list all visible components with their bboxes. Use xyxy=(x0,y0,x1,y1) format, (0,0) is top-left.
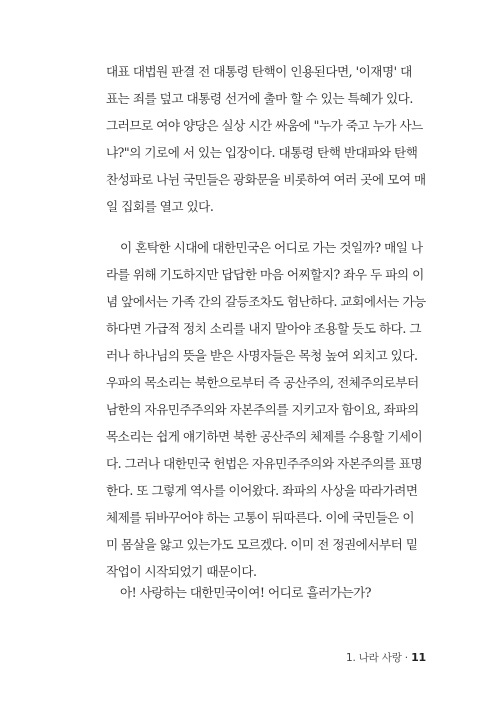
text-line: 체제를 뒤바꾸어야 하는 고통이 뒤따른다. 이에 국민들은 이 xyxy=(106,510,414,525)
text-line: 냐?"의 기로에 서 있는 입장이다. 대통령 탄핵 반대파와 탄핵 xyxy=(106,145,418,160)
paragraph-2 xyxy=(106,234,426,585)
text-line: 목소리는 쉽게 얘기하면 북한 공산주의 체제를 수용할 기세이 xyxy=(106,429,423,444)
text-line: 다. 그러나 대한민국 헌법은 자유민주주의와 자본주의를 표명 xyxy=(106,456,423,471)
text-line: 우파의 목소리는 북한으로부터 즉 공산주의, 전체주의로부터 xyxy=(106,375,419,390)
text-line: 이 혼탁한 시대에 대한민국은 어디로 가는 것일까? 매일 나 xyxy=(120,240,423,255)
text-line: 그러므로 여야 양당은 실상 시간 싸움에 "누가 죽고 누가 사느 xyxy=(106,118,423,133)
text-line: 일 집회를 열고 있다. xyxy=(106,199,214,214)
folio-separator: · xyxy=(404,652,408,664)
text-line: 념 앞에서는 가족 간의 갈등조차도 험난하다. 교회에서는 가능 xyxy=(106,294,426,309)
text-line: 찬성파로 나뉜 국민들은 광화문을 비롯하여 여러 곳에 모여 매 xyxy=(106,172,426,187)
page-footer xyxy=(346,650,426,665)
text-line: 표는 죄를 덮고 대통령 선거에 출마 할 수 있는 특혜가 있다. xyxy=(106,91,413,106)
paragraph-1 xyxy=(106,58,426,220)
text-line: 한다. 또 그렇게 역사를 이어왔다. 좌파의 사상을 따라가려면 xyxy=(106,483,418,498)
page-number: 11 xyxy=(411,651,426,664)
text-line: 작업이 시작되었기 때문이다. xyxy=(106,564,257,579)
text-line: 아! 사랑하는 대한민국이여! 어디로 흘러가는가? xyxy=(120,585,372,600)
text-line: 남한의 자유민주주의와 자본주의를 지키고자 함이요, 좌파의 xyxy=(106,402,419,417)
section-title: 1. 나라 사랑 xyxy=(345,652,402,664)
paragraph-3 xyxy=(106,579,426,606)
text-line: 러나 하나님의 뜻을 받은 사명자들은 목청 높여 외치고 있다. xyxy=(106,348,418,363)
text-line: 하다면 가급적 정치 소리를 내지 말아야 조용할 듯도 하다. 그 xyxy=(106,321,422,336)
text-line: 미 몸살을 앓고 있는가도 모르겠다. 이미 전 정권에서부터 밑 xyxy=(106,537,418,552)
text-line: 라를 위해 기도하지만 답답한 마음 어찌할지? 좌우 두 파의 이 xyxy=(106,267,424,282)
text-line: 대표 대법원 판결 전 대통령 탄핵이 인용된다면, '이재명' 대 xyxy=(106,64,412,79)
